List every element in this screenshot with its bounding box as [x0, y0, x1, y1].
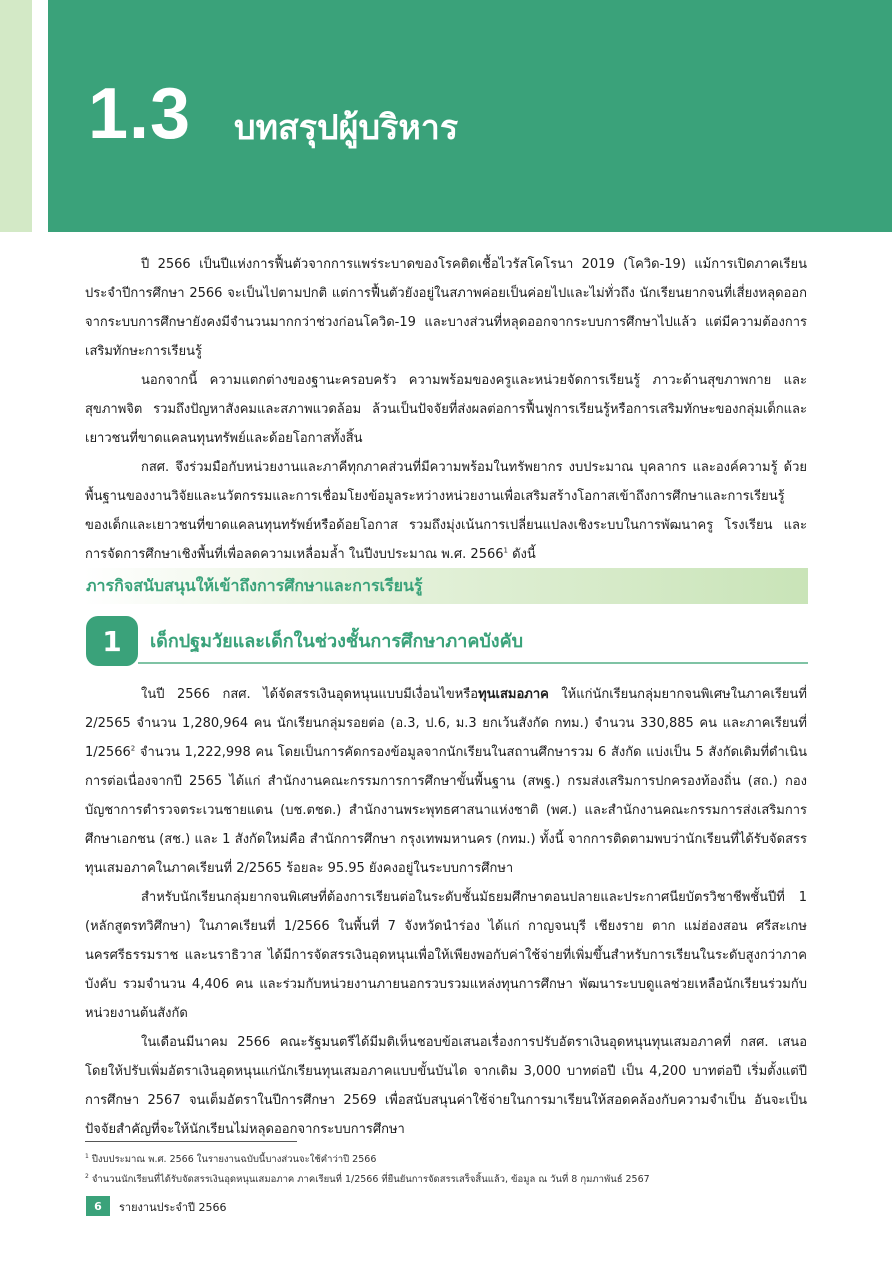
- item-title: เด็กปฐมวัยและเด็กในช่วงชั้นการศึกษาภาคบังคับ: [150, 631, 524, 652]
- body-paragraph-1-a: ในปี 2566 กสศ. ได้จัดสรรเงินอุดหนุนแบบมีเงื่อนไขหรือ: [141, 687, 479, 702]
- body-paragraph-1-c: จำนวน 1,222,998 คน โดยเป็นการคัดกรองข้อมูลจากนักเรียนในสถานศึกษารวม 6 สังกัด แบ่งเป็น 5 สังกัดเดิมที่ดำเนินการต่อเนื่องจากปี 2565 ได้แก่ สำนักงานคณะกรรมการการศึกษาขั้นพื้นฐาน (สพฐ.) กรมส่งเสริมการปกครองท้องถิ่น (สถ.) กองบัญชาการตำรวจตระเวนชายแดน (บช.ตชด.) สำนักงานพระพุทธศาสนาแห่งชาติ (พศ.) และสำนักงานคณะกรรมการส่งเสริมการศึกษาเอกชน (สช.) และ 1 สังกัดใหม่คือ สำนักการศึกษา กรุงเทพมหานคร (กทม.) ทั้งนี้ จากการติดตามพบว่านักเรียนที่ได้รับจัดสรรทุนเสมอภาคในภาคเรียนที่ 2/2565 ร้อยละ 95.95 ยังคงอยู่ในระบบการศึกษา: [85, 745, 807, 876]
- chapter-header: [48, 0, 892, 232]
- body-paragraph-1: [85, 680, 807, 883]
- report-title: รายงานประจำปี 2566: [119, 1201, 227, 1214]
- footnote-ref-2: 2: [130, 744, 136, 753]
- body-paragraph-3: ในเดือนมีนาคม 2566 คณะรัฐมนตรีได้มีมติเห็นชอบข้อเสนอเรื่องการปรับอัตราเงินอุดหนุนทุนเสมอภาคที่ กสศ. เสนอ โดยให้ปรับเพิ่มอัตราเงินอุดหนุนแก่นักเรียนทุนเสมอภาคแบบขั้นบันได จากเดิม 3,000 บาทต่อปี เป็น 4,200 บาทต่อปี เริ่มตั้งแต่ปีการศึกษา 2567 จนเต็มอัตราในปีการศึกษา 2569 เพื่อสนับสนุนค่าใช้จ่ายในการมาเรียนให้สอดคล้องกับความจำเป็น อันจะเป็นปัจจัยสำคัญที่จะให้นักเรียนไม่หลุดออกจากระบบการศึกษา: [85, 1035, 807, 1137]
- section-title: ภารกิจสนับสนุนให้เข้าถึงการศึกษาและการเรียนรู้: [86, 575, 423, 595]
- footnote-1-text: ปีงบประมาณ พ.ศ. 2566 ในรายงานฉบับนี้บางส่วนจะใช้คำว่าปี 2566: [88, 1154, 377, 1166]
- section-header: [84, 568, 808, 604]
- chapter-title: บทสรุปผู้บริหาร: [234, 108, 459, 148]
- footnote-2-text: จำนวนนักเรียนที่ได้รับจัดสรรเงินอุดหนุนเสมอภาค ภาคเรียนที่ 1/2566 ที่ยืนยันการจัดสรรเสร็จสิ้นแล้ว, ข้อมูล ณ วันที่ 8 กุมภาพันธ์ 2567: [88, 1174, 650, 1186]
- body-paragraph-2: สำหรับนักเรียนกลุ่มยากจนพิเศษที่ต้องการเรียนต่อในระดับชั้นมัธยมศึกษาตอนปลายและประกาศนียบัตรวิชาชีพชั้นปีที่ 1 (หลักสูตรทวิศึกษา) ในภาคเรียนที่ 1/2566 ในพื้นที่ 7 จังหวัดนำร่อง ได้แก่ กาญจนบุรี เชียงราย ตาก แม่ฮ่องสอน ศรีสะเกษ นครศรีธรรมราช และนราธิวาส ได้มีการจัดสรรเงินอุดหนุนเพื่อให้เพียงพอกับค่าใช้จ่ายที่เพิ่มขึ้นสำหรับการเรียนในระดับสูงกว่าภาคบังคับ รวมจำนวน 4,406 คน และร่วมกับหน่วยงานภายนอกรวบรวมแหล่งทุนการศึกษา พัฒนาระบบดูแลช่วยเหลือนักเรียนร่วมกับหน่วยงานต้นสังกัด: [85, 890, 807, 1021]
- item-title-underline: [138, 662, 808, 664]
- footnotes: [85, 1148, 807, 1188]
- intro-paragraph-3: [85, 453, 807, 569]
- footnote-2: [85, 1168, 807, 1188]
- equity-fund-term: ทุนเสมอภาค: [478, 687, 549, 702]
- footnote-divider: [85, 1141, 297, 1142]
- body-text: [85, 680, 807, 1144]
- chapter-number: 1.3: [88, 74, 192, 154]
- side-tab-decoration: [0, 0, 32, 232]
- intro-paragraph-2: นอกจากนี้ ความแตกต่างของฐานะครอบครัว ความพร้อมของครูและหน่วยจัดการเรียนรู้ ภาวะด้านสุขภาพกาย และสุขภาพจิต รวมถึงปัญหาสังคมและสภาพแวดล้อม ล้วนเป็นปัจจัยที่ส่งผลต่อการฟื้นฟูการเรียนรู้หรือการเสริมทักษะของกลุ่มเด็กและเยาวชนที่ขาดแคลนทุนทรัพย์และด้อยโอกาสทั้งสิ้น: [85, 373, 807, 446]
- page-number: 6: [86, 1196, 110, 1216]
- intro-paragraph-3-text: กสศ. จึงร่วมมือกับหน่วยงานและภาคีทุกภาคส่วนที่มีความพร้อมในทรัพยากร งบประมาณ บุคลากร และองค์ความรู้ ด้วยพื้นฐานของงานวิจัยและนวัตกรรมและการเชื่อมโยงข้อมูลระหว่างหน่วยงานเพื่อเสริมสร้างโอกาสเข้าถึงการศึกษาและการเรียนรู้ของเด็กและเยาวชนที่ขาดแคลนทุนทรัพย์หรือด้อยโอกาส รวมถึงมุ่งเน้นการเปลี่ยนแปลงเชิงระบบในการพัฒนาครู โรงเรียน และการจัดการศึกษาเชิงพื้นที่เพื่อลดความเหลื่อมล้ำ ในปีงบประมาณ พ.ศ. 2566: [85, 460, 807, 562]
- body-paragraph-1-b: ให้แก่นักเรียนกลุ่มยากจนพิเศษในภาคเรียนที่ 2/2565 จำนวน 1,280,964 คน นักเรียนกลุ่มรอยต่อ (อ.3, ป.6, ม.3 ยกเว้นสังกัด กทม.) จำนวน 330,885 คน และภาคเรียนที่ 1/2566: [85, 687, 807, 760]
- intro-text: [85, 250, 807, 569]
- footnote-2-mark: 2: [85, 1173, 89, 1181]
- intro-paragraph-1: ปี 2566 เป็นปีแห่งการฟื้นตัวจากการแพร่ระบาดของโรคติดเชื้อไวรัสโคโรนา 2019 (โควิด-19) แม้การเปิดภาคเรียนประจำปีการศึกษา 2566 จะเป็นไปตามปกติ แต่การฟื้นตัวยังอยู่ในสภาพค่อยเป็นค่อยไปและไม่ทั่วถึง นักเรียนยากจนที่เสี่ยงหลุดออกจากระบบการศึกษายังคงมีจำนวนมากกว่าช่วงก่อนโควิด-19 และบางส่วนที่หลุดออกจากระบบการศึกษาไปแล้ว แต่มีความต้องการเสริมทักษะการเรียนรู้: [85, 257, 807, 359]
- intro-paragraph-3-tail: ดังนี้: [507, 547, 536, 562]
- footnote-1: [85, 1148, 807, 1168]
- footnote-ref-1: 1: [503, 546, 508, 555]
- item-number-badge: 1: [86, 616, 138, 666]
- footnote-1-mark: 1: [85, 1153, 89, 1160]
